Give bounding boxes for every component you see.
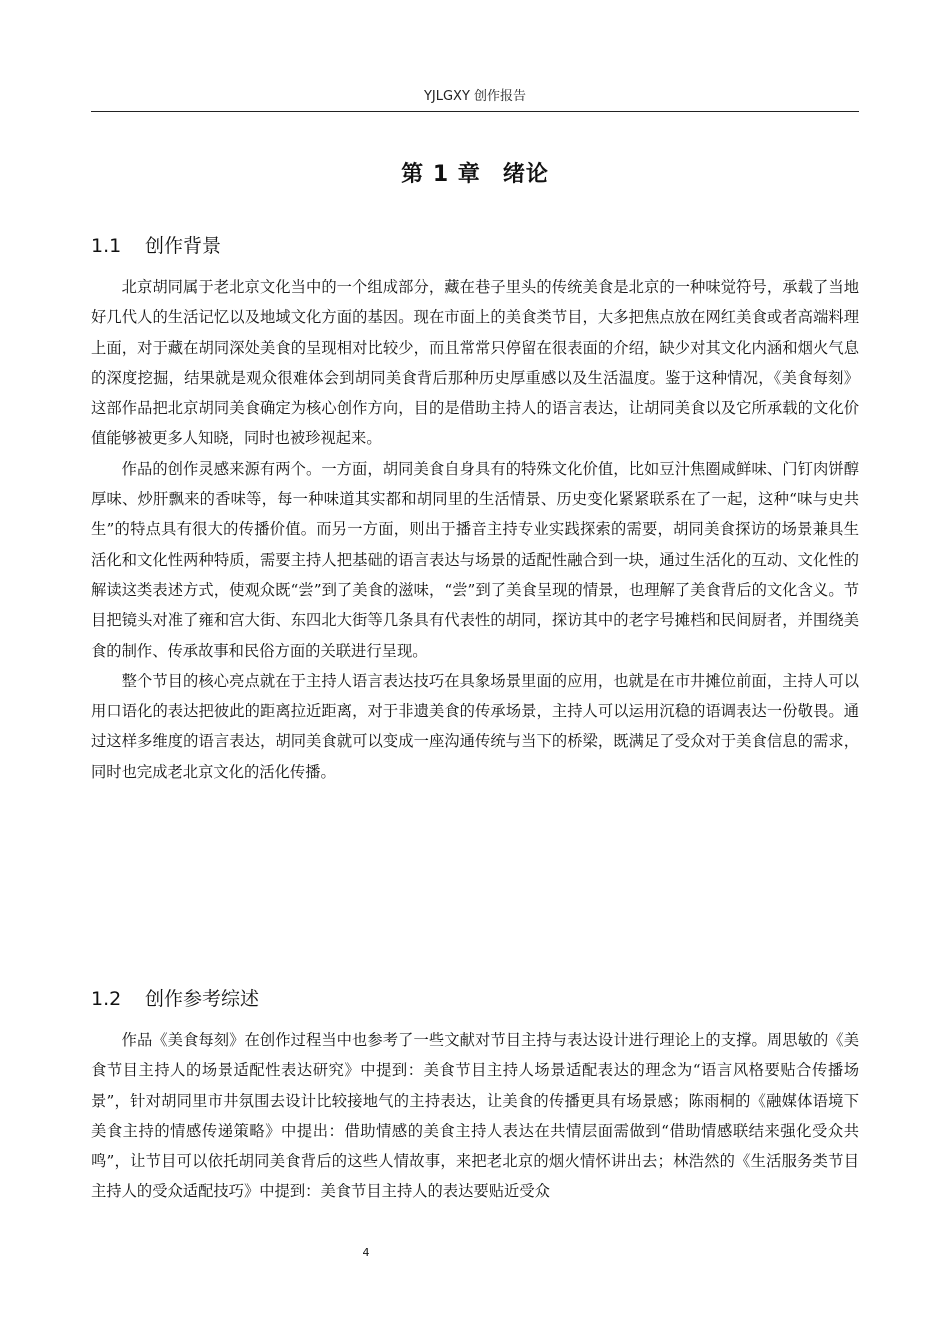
section-number: 1.2 [91,988,122,1010]
chapter-title [91,160,859,190]
section-1-2-body [91,1025,859,1207]
paragraph: 作品的创作灵感来源有两个。一方面，胡同美食自身具有的特殊文化价值，比如豆汁焦圈咸鲜味、门钉肉饼醇厚味、炒肝飘来的香味等，每一种味道其实都和胡同里的生活情景、历史变化紧紧联系在了一起，这种“味与史共生”的特点具有很大的传播价值。而另一方面，则出于播音主持专业实践探索的需要，胡同美食探访的场景兼具生活化和文化性两种特质，需要主持人把基础的语言表达与场景的适配性融合到一块，通过生活化的互动、文化性的解读这类表述方式，使观众既“尝”到了美食的滋味，“尝”到了美食呈现的情景，也理解了美食背后的文化含义。节目把镜头对准了雍和宫大街、东四北大街等几条具有代表性的胡同，探访其中的老字号摊档和民间厨者，并围绕美食的制作、传承故事和民俗方面的关联进行呈现。 [91,459,859,660]
section-number: 1.1 [91,235,122,257]
chapter-number: 第 1 章 [401,162,481,187]
header-rule [91,111,859,112]
section-heading-1-1 [91,233,859,259]
section-1-1-body [91,272,859,787]
section-title: 创作背景 [145,235,222,257]
section-heading-1-2 [91,986,859,1012]
section-title: 创作参考综述 [145,988,260,1010]
page-number: 4 [362,1246,370,1259]
paragraph: 北京胡同属于老北京文化当中的一个组成部分，藏在巷子里头的传统美食是北京的一种味觉符号，承载了当地好几代人的生活记忆以及地域文化方面的基因。现在市面上的美食类节目，大多把焦点放在网红美食或者高端料理上面，对于藏在胡同深处美食的呈现相对比较少，而且常常只停留在很表面的介绍，缺少对其文化内涵和烟火气息的深度挖掘，结果就是观众很难体会到胡同美食背后那种历史厚重感以及生活温度。鉴于这种情况，《美食每刻》这部作品把北京胡同美食确定为核心创作方向，目的是借助主持人的语言表达，让胡同美食以及它所承载的文化价值能够被更多人知晓，同时也被珍视起来。 [91,278,859,448]
paragraph: 整个节目的核心亮点就在于主持人语言表达技巧在具象场景里面的应用，也就是在市井摊位前面，主持人可以用口语化的表达把彼此的距离拉近距离，对于非遗美食的传承场景，主持人可以运用沉稳的语调表达一份敬畏。通过这样多维度的语言表达，胡同美食就可以变成一座沟通传统与当下的桥梁，既满足了受众对于美食信息的需求，同时也完成老北京文化的活化传播。 [91,671,859,781]
chapter-name: 绪论 [502,162,549,187]
paragraph: 作品《美食每刻》在创作过程当中也参考了一些文献对节目主持与表达设计进行理论上的支撑。周思敏的《美食节目主持人的场景适配性表达研究》中提到：美食节目主持人场景适配表达的理念为“语言风格要贴合传播场景”，针对胡同里市井氛围去设计比较接地气的主持表达，让美食的传播更具有场景感；陈雨桐的《融媒体语境下美食主持的情感传递策略》中提出：借助情感的美食主持人表达在共情层面需做到“借助情感联结来强化受众共鸣”，让节目可以依托胡同美食背后的这些人情故事，来把老北京的烟火情怀讲出去；林浩然的《生活服务类节目主持人的受众适配技巧》中提到：美食节目主持人的表达要贴近受众 [91,1031,859,1201]
running-header: YJLGXY 创作报告 [423,89,527,104]
